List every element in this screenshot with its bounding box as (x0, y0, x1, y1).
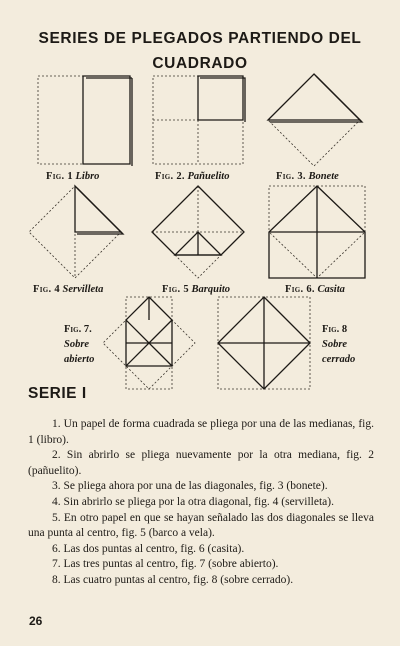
paragraph-3: 3. Se pliega ahora por una de las diagonales, fig. 3 (bonete). (52, 480, 328, 493)
fig7-name-line2: abierto (64, 354, 95, 365)
fig6-label: Fig. 6. (285, 284, 315, 295)
fig3-bonete-diagram (267, 73, 363, 168)
fig6-name: Casita (317, 284, 345, 295)
fig4-name: Servilleta (62, 284, 104, 295)
fig7-sobre-abierto-diagram (102, 296, 198, 392)
paragraph-1: 1. Un papel de forma cuadrada se pliega por una de las medianas, fig. 1 (libro). (28, 418, 374, 446)
fig2-panuelito-diagram (152, 75, 247, 167)
fig8-name-line1: Sobre (322, 339, 348, 350)
page-title-line1: SERIES DE PLEGADOS PARTIENDO DEL (38, 30, 362, 47)
fig4-caption (33, 284, 103, 295)
fig7-name-line1: Sobre (64, 339, 90, 350)
fig4-label: Fig. 4 (33, 284, 60, 295)
paragraph-5: 5. En otro papel en que se hayan señalado las dos diagonales se lleva una punta al centro, fig. 5 (barco a vela). (28, 511, 374, 540)
page-title-line2: CUADRADO (152, 55, 248, 72)
instructions-text (28, 417, 374, 589)
paragraph-7: 7. Las tres puntas al centro, fig. 7 (sobre abierto). (52, 558, 279, 571)
fig6-caption (285, 284, 345, 295)
fig5-caption (162, 284, 230, 295)
paragraph-8: 8. Las cuatro puntas al centro, fig. 8 (sobre cerrado). (52, 573, 294, 586)
paragraph-6: 6. Las dos puntas al centro, fig. 6 (casita). (52, 542, 245, 555)
fig4-servilleta-diagram (28, 185, 124, 280)
fig8-sobre-cerrado-diagram (217, 296, 313, 392)
fig5-name: Barquito (191, 284, 231, 295)
fig3-label: Fig. 3. (276, 171, 306, 182)
fig1-libro-diagram (37, 75, 133, 167)
fig8-name-line2: cerrado (322, 354, 356, 365)
fig1-caption (46, 171, 99, 182)
fig6-casita-diagram (268, 185, 368, 280)
fig1-label: Fig. 1 (46, 171, 73, 182)
fig5-label: Fig. 5 (162, 284, 189, 295)
page-number: 26 (29, 614, 43, 628)
paragraph-4: 4. Sin abrirlo se pliega por la otra diagonal, fig. 4 (servilleta). (52, 495, 334, 508)
fig3-caption (276, 171, 339, 182)
fig7-label: Fig. 7. (64, 324, 92, 335)
fig1-name: Libro (75, 171, 100, 182)
section-title: SERIE I (28, 385, 87, 402)
fig8-label: Fig. 8 (322, 324, 348, 335)
fig2-label: Fig. 2. (155, 171, 185, 182)
fig8-caption (322, 322, 355, 367)
fig3-name: Bonete (308, 171, 339, 182)
fig2-name: Pañuelito (187, 171, 230, 182)
paragraph-2: 2. Sin abrirlo se pliega nuevamente por la otra mediana, fig. 2 (pañuelito). (28, 449, 374, 477)
fig5-barquito-diagram (151, 185, 247, 280)
fig2-caption (155, 171, 229, 182)
fig7-caption (64, 322, 94, 367)
